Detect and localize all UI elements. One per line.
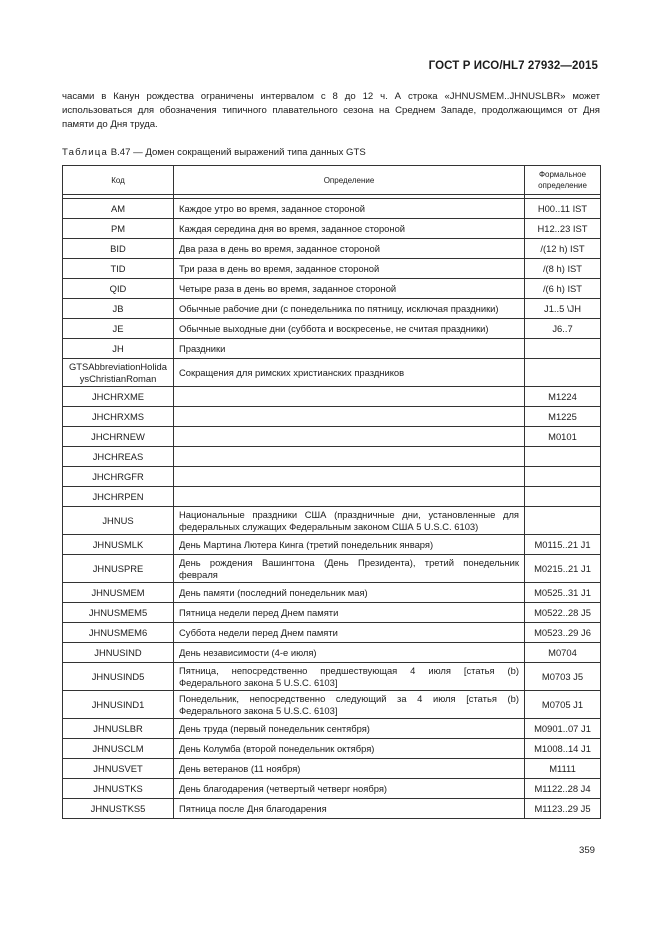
table-row xyxy=(63,799,601,819)
cell-code: GTSAbbreviationHolidaysChristianRoman xyxy=(63,359,174,387)
cell-definition xyxy=(174,467,525,487)
cell-format: H12..23 IST xyxy=(525,219,601,239)
cell-format: J6..7 xyxy=(525,319,601,339)
cell-definition xyxy=(174,387,525,407)
cell-format: M0115..21 J1 xyxy=(525,535,601,555)
cell-definition: Обычные рабочие дни (с понедельника по пятницу, исключая праздники) xyxy=(174,299,525,319)
cell-code: JH xyxy=(63,339,174,359)
cell-code: JB xyxy=(63,299,174,319)
table-body xyxy=(63,195,601,819)
cell-definition: Каждое утро во время, заданное стороной xyxy=(174,199,525,219)
cell-code: JHNUSMEM xyxy=(63,583,174,603)
cell-code: JHCHREAS xyxy=(63,447,174,467)
table-row xyxy=(63,219,601,239)
cell-definition: День Колумба (второй понедельник октября) xyxy=(174,739,525,759)
cell-format: M0215..21 J1 xyxy=(525,555,601,583)
cell-definition: Обычные выходные дни (суббота и воскресенье, не считая праздники) xyxy=(174,319,525,339)
table-row xyxy=(63,691,601,719)
gts-abbreviations-table xyxy=(62,165,601,819)
header-code: Код xyxy=(63,166,174,195)
cell-definition: Пятница недели перед Днем памяти xyxy=(174,603,525,623)
cell-code: JHNUSIND xyxy=(63,643,174,663)
table-row xyxy=(63,583,601,603)
table-row xyxy=(63,467,601,487)
cell-format: M0523..29 J6 xyxy=(525,623,601,643)
cell-definition: Праздники xyxy=(174,339,525,359)
cell-code: JHNUSVET xyxy=(63,759,174,779)
cell-definition: День труда (первый понедельник сентября) xyxy=(174,719,525,739)
cell-definition: Суббота недели перед Днем памяти xyxy=(174,623,525,643)
cell-code: JHNUSLBR xyxy=(63,719,174,739)
cell-format: M1225 xyxy=(525,407,601,427)
cell-definition: День ветеранов (11 ноября) xyxy=(174,759,525,779)
cell-format: M0705 J1 xyxy=(525,691,601,719)
cell-format: M1123..29 J5 xyxy=(525,799,601,819)
cell-code: JHNUSTKS5 xyxy=(63,799,174,819)
cell-code: JHCHRGFR xyxy=(63,467,174,487)
cell-format: M1111 xyxy=(525,759,601,779)
table-row xyxy=(63,719,601,739)
cell-code: JHNUSIND5 xyxy=(63,663,174,691)
cell-format: J1..5 \JH xyxy=(525,299,601,319)
table-row xyxy=(63,319,601,339)
table-row xyxy=(63,759,601,779)
cell-definition: День независимости (4-е июля) xyxy=(174,643,525,663)
table-row xyxy=(63,387,601,407)
cell-code: PM xyxy=(63,219,174,239)
table-row xyxy=(63,447,601,467)
table-row xyxy=(63,339,601,359)
cell-format: M0901..07 J1 xyxy=(525,719,601,739)
intro-text: часами в Канун рождества ограничены интервалом с 8 до 12 ч. А строка «JHNUSMEM..JHNUSLBR» может использоваться для обозначения типичного плавательного сезона на Среднем Западе, продолжающимся от Дня памяти до Дня труда. xyxy=(62,91,600,130)
document-id-header: ГОСТ Р ИСО/HL7 27932—2015 xyxy=(428,60,598,72)
cell-definition: Пятница после Дня благодарения xyxy=(174,799,525,819)
cell-format: M0703 J5 xyxy=(525,663,601,691)
cell-format xyxy=(525,359,601,387)
header-format: Формальное определение xyxy=(525,166,601,195)
table-row xyxy=(63,279,601,299)
page-number: 359 xyxy=(579,845,596,856)
table-row xyxy=(63,555,601,583)
cell-code: JHCHRXME xyxy=(63,387,174,407)
cell-format: M1224 xyxy=(525,387,601,407)
cell-format: M0101 xyxy=(525,427,601,447)
cell-format xyxy=(525,467,601,487)
table-row xyxy=(63,427,601,447)
cell-definition: Три раза в день во время, заданное стороной xyxy=(174,259,525,279)
cell-format: M0525..31 J1 xyxy=(525,583,601,603)
cell-format: M1122..28 J4 xyxy=(525,779,601,799)
cell-format: /(6 h) IST xyxy=(525,279,601,299)
cell-code: JHNUSCLM xyxy=(63,739,174,759)
table-row xyxy=(63,359,601,387)
cell-format: /(8 h) IST xyxy=(525,259,601,279)
cell-definition: Национальные праздники США (праздничные дни, установленные для федеральных служащих Федеральным законом США 5 U.S.C. 6103) xyxy=(174,507,525,535)
cell-definition: Понедельник, непосредственно следующий за 4 июля [статья (b) Федерального закона 5 U.S.C. 6103] xyxy=(174,691,525,719)
cell-format: M1008..14 J1 xyxy=(525,739,601,759)
cell-definition: День благодарения (четвертый четверг ноября) xyxy=(174,779,525,799)
table-row xyxy=(63,407,601,427)
cell-code: JE xyxy=(63,319,174,339)
cell-code: JHNUS xyxy=(63,507,174,535)
cell-format xyxy=(525,507,601,535)
cell-code: AM xyxy=(63,199,174,219)
table-row xyxy=(63,259,601,279)
intro-paragraph xyxy=(62,90,600,132)
table-row xyxy=(63,779,601,799)
table-row xyxy=(63,487,601,507)
cell-definition: День памяти (последний понедельник мая) xyxy=(174,583,525,603)
table-caption-label: Таблица xyxy=(62,147,109,158)
cell-format: M0522..28 J5 xyxy=(525,603,601,623)
table-row xyxy=(63,299,601,319)
table-header-row xyxy=(63,166,601,195)
cell-code: JHCHRNEW xyxy=(63,427,174,447)
table-row xyxy=(63,199,601,219)
cell-code: JHNUSMLK xyxy=(63,535,174,555)
cell-definition xyxy=(174,487,525,507)
cell-format: M0704 xyxy=(525,643,601,663)
table-row xyxy=(63,239,601,259)
table-caption-text: B.47 — Домен сокращений выражений типа данных GTS xyxy=(110,147,366,158)
table-row xyxy=(63,643,601,663)
table-row xyxy=(63,507,601,535)
cell-format xyxy=(525,487,601,507)
cell-code: JHNUSMEM6 xyxy=(63,623,174,643)
cell-definition: Четыре раза в день во время, заданное стороной xyxy=(174,279,525,299)
cell-format xyxy=(525,339,601,359)
cell-definition: День Мартина Лютера Кинга (третий понедельник января) xyxy=(174,535,525,555)
table-row xyxy=(63,623,601,643)
cell-code: JHCHRXMS xyxy=(63,407,174,427)
cell-code: JHNUSTKS xyxy=(63,779,174,799)
cell-code: JHNUSPRE xyxy=(63,555,174,583)
cell-definition xyxy=(174,427,525,447)
table-row xyxy=(63,739,601,759)
cell-format xyxy=(525,447,601,467)
cell-code: JHNUSMEM5 xyxy=(63,603,174,623)
cell-code: JHCHRPEN xyxy=(63,487,174,507)
cell-definition: Пятница, непосредственно предшествующая 4 июля [статья (b) Федерального закона 5 U.S.C. 6103] xyxy=(174,663,525,691)
cell-code: QID xyxy=(63,279,174,299)
cell-format: H00..11 IST xyxy=(525,199,601,219)
cell-definition xyxy=(174,447,525,467)
header-definition: Определение xyxy=(174,166,525,195)
table-row xyxy=(63,603,601,623)
cell-code: JHNUSIND1 xyxy=(63,691,174,719)
cell-definition: День рождения Вашингтона (День Президента), третий понедельник февраля xyxy=(174,555,525,583)
cell-code: BID xyxy=(63,239,174,259)
cell-definition: Два раза в день во время, заданное стороной xyxy=(174,239,525,259)
cell-definition: Каждая середина дня во время, заданное стороной xyxy=(174,219,525,239)
cell-definition: Сокращения для римских христианских праздников xyxy=(174,359,525,387)
table-caption xyxy=(62,147,366,158)
cell-definition xyxy=(174,407,525,427)
cell-code: TID xyxy=(63,259,174,279)
table-row xyxy=(63,535,601,555)
table-row xyxy=(63,663,601,691)
cell-format: /(12 h) IST xyxy=(525,239,601,259)
